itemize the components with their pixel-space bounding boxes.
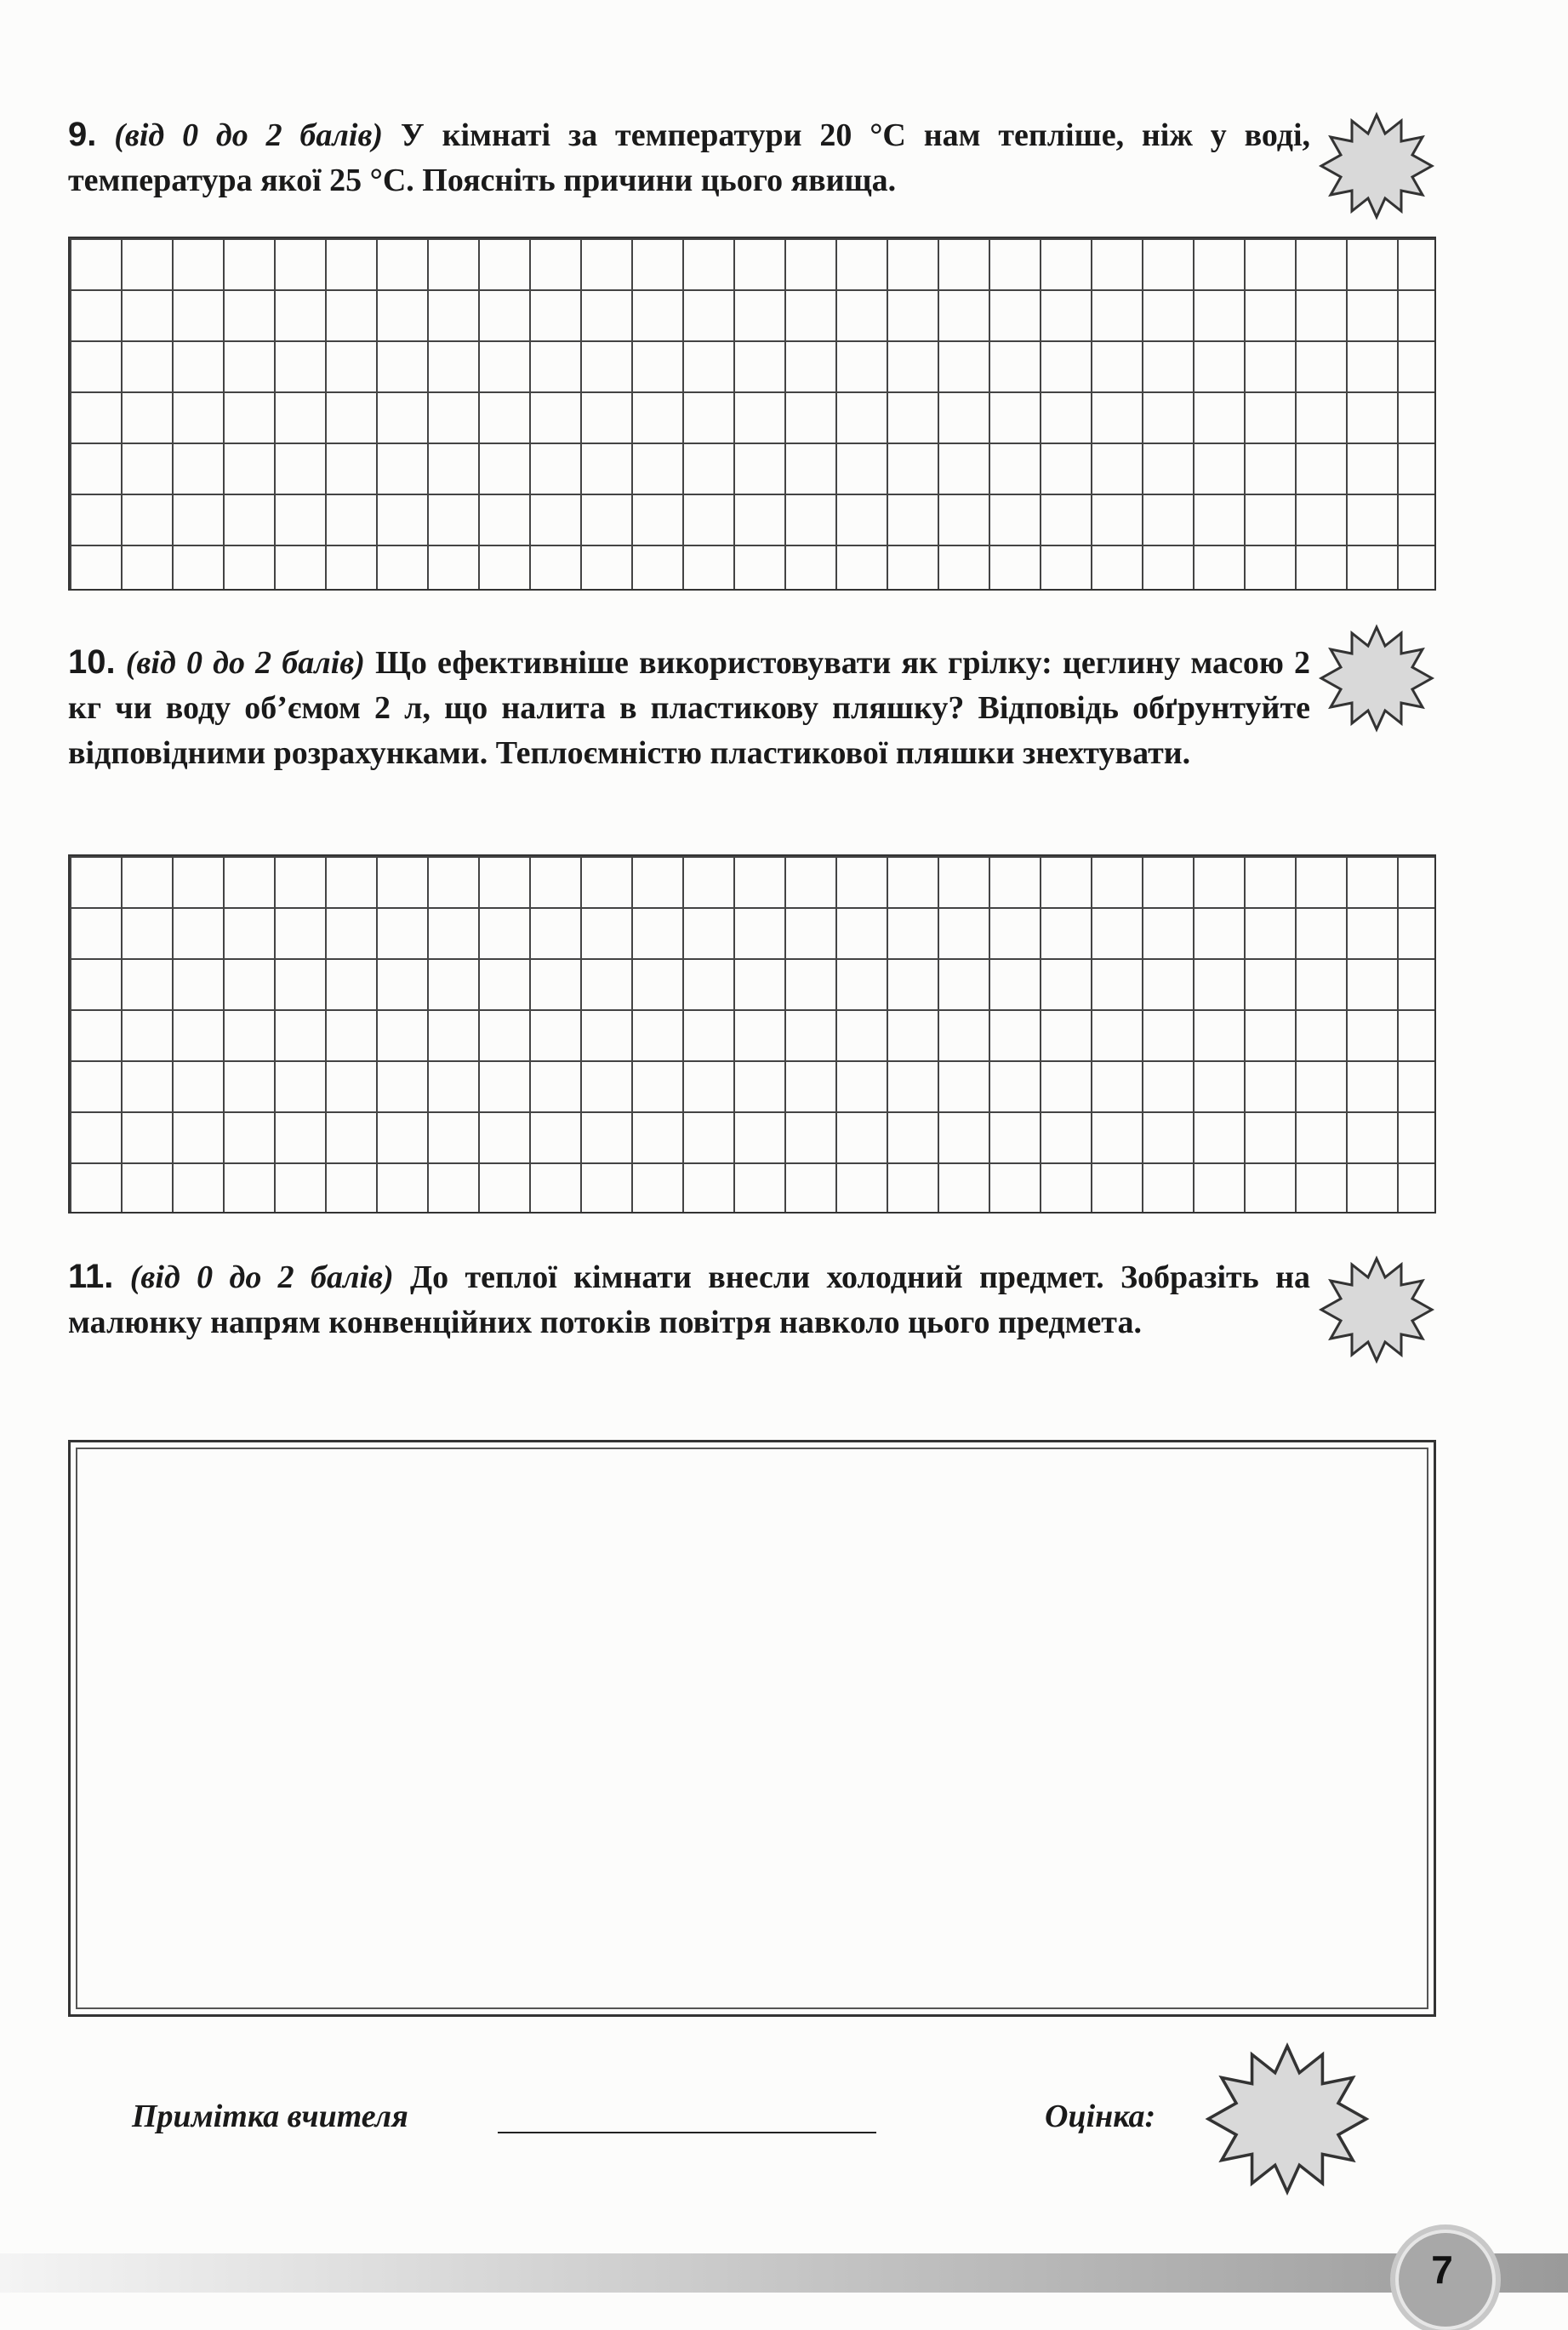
answer-grid-9[interactable] xyxy=(68,237,1436,591)
task-number: 9. xyxy=(68,116,97,153)
score-star-icon xyxy=(1317,111,1436,221)
score-star-icon xyxy=(1317,1254,1436,1365)
teacher-note-line[interactable] xyxy=(498,2132,876,2133)
task-points: (від 0 до 2 балів) xyxy=(125,645,365,681)
task-9 xyxy=(68,112,1310,203)
task-points: (від 0 до 2 балів) xyxy=(114,117,384,153)
teacher-note-label: Примітка вчителя xyxy=(132,2099,408,2134)
task-11 xyxy=(68,1254,1310,1345)
task-points: (від 0 до 2 балів) xyxy=(129,1259,394,1295)
answer-grid-10[interactable] xyxy=(68,854,1436,1214)
grade-label: Оцінка: xyxy=(1045,2099,1156,2134)
task-number: 10. xyxy=(68,643,116,681)
drawing-area-inner-border xyxy=(76,1448,1428,2009)
task-number: 11. xyxy=(68,1258,114,1295)
page-number: 7 xyxy=(1431,2247,1453,2292)
task-text: У кімнаті за температури 20 °С нам тепліше, ніж у воді, температура якої 25 °С. Поясніть причини цього явища. xyxy=(68,117,1311,198)
task-text: Що ефективніше використовувати як грілку: цеглину масою 2 кг чи воду об’ємом 2 л, що налита в пластикову пляшку? Відповідь обґрунтуйте відповідними розрахунками. Теплоємністю пластикової пляшки знехтувати. xyxy=(68,645,1311,771)
task-10 xyxy=(68,640,1310,776)
grade-star-icon xyxy=(1202,2038,1372,2200)
drawing-area[interactable] xyxy=(68,1440,1436,2017)
task-text: До теплої кімнати внесли холодний предмет. Зобразіть на малюнку напрям конвенційних потоків повітря навколо цього предмета. xyxy=(68,1259,1311,1340)
score-star-icon xyxy=(1317,623,1436,734)
footer-bar xyxy=(0,2253,1568,2293)
